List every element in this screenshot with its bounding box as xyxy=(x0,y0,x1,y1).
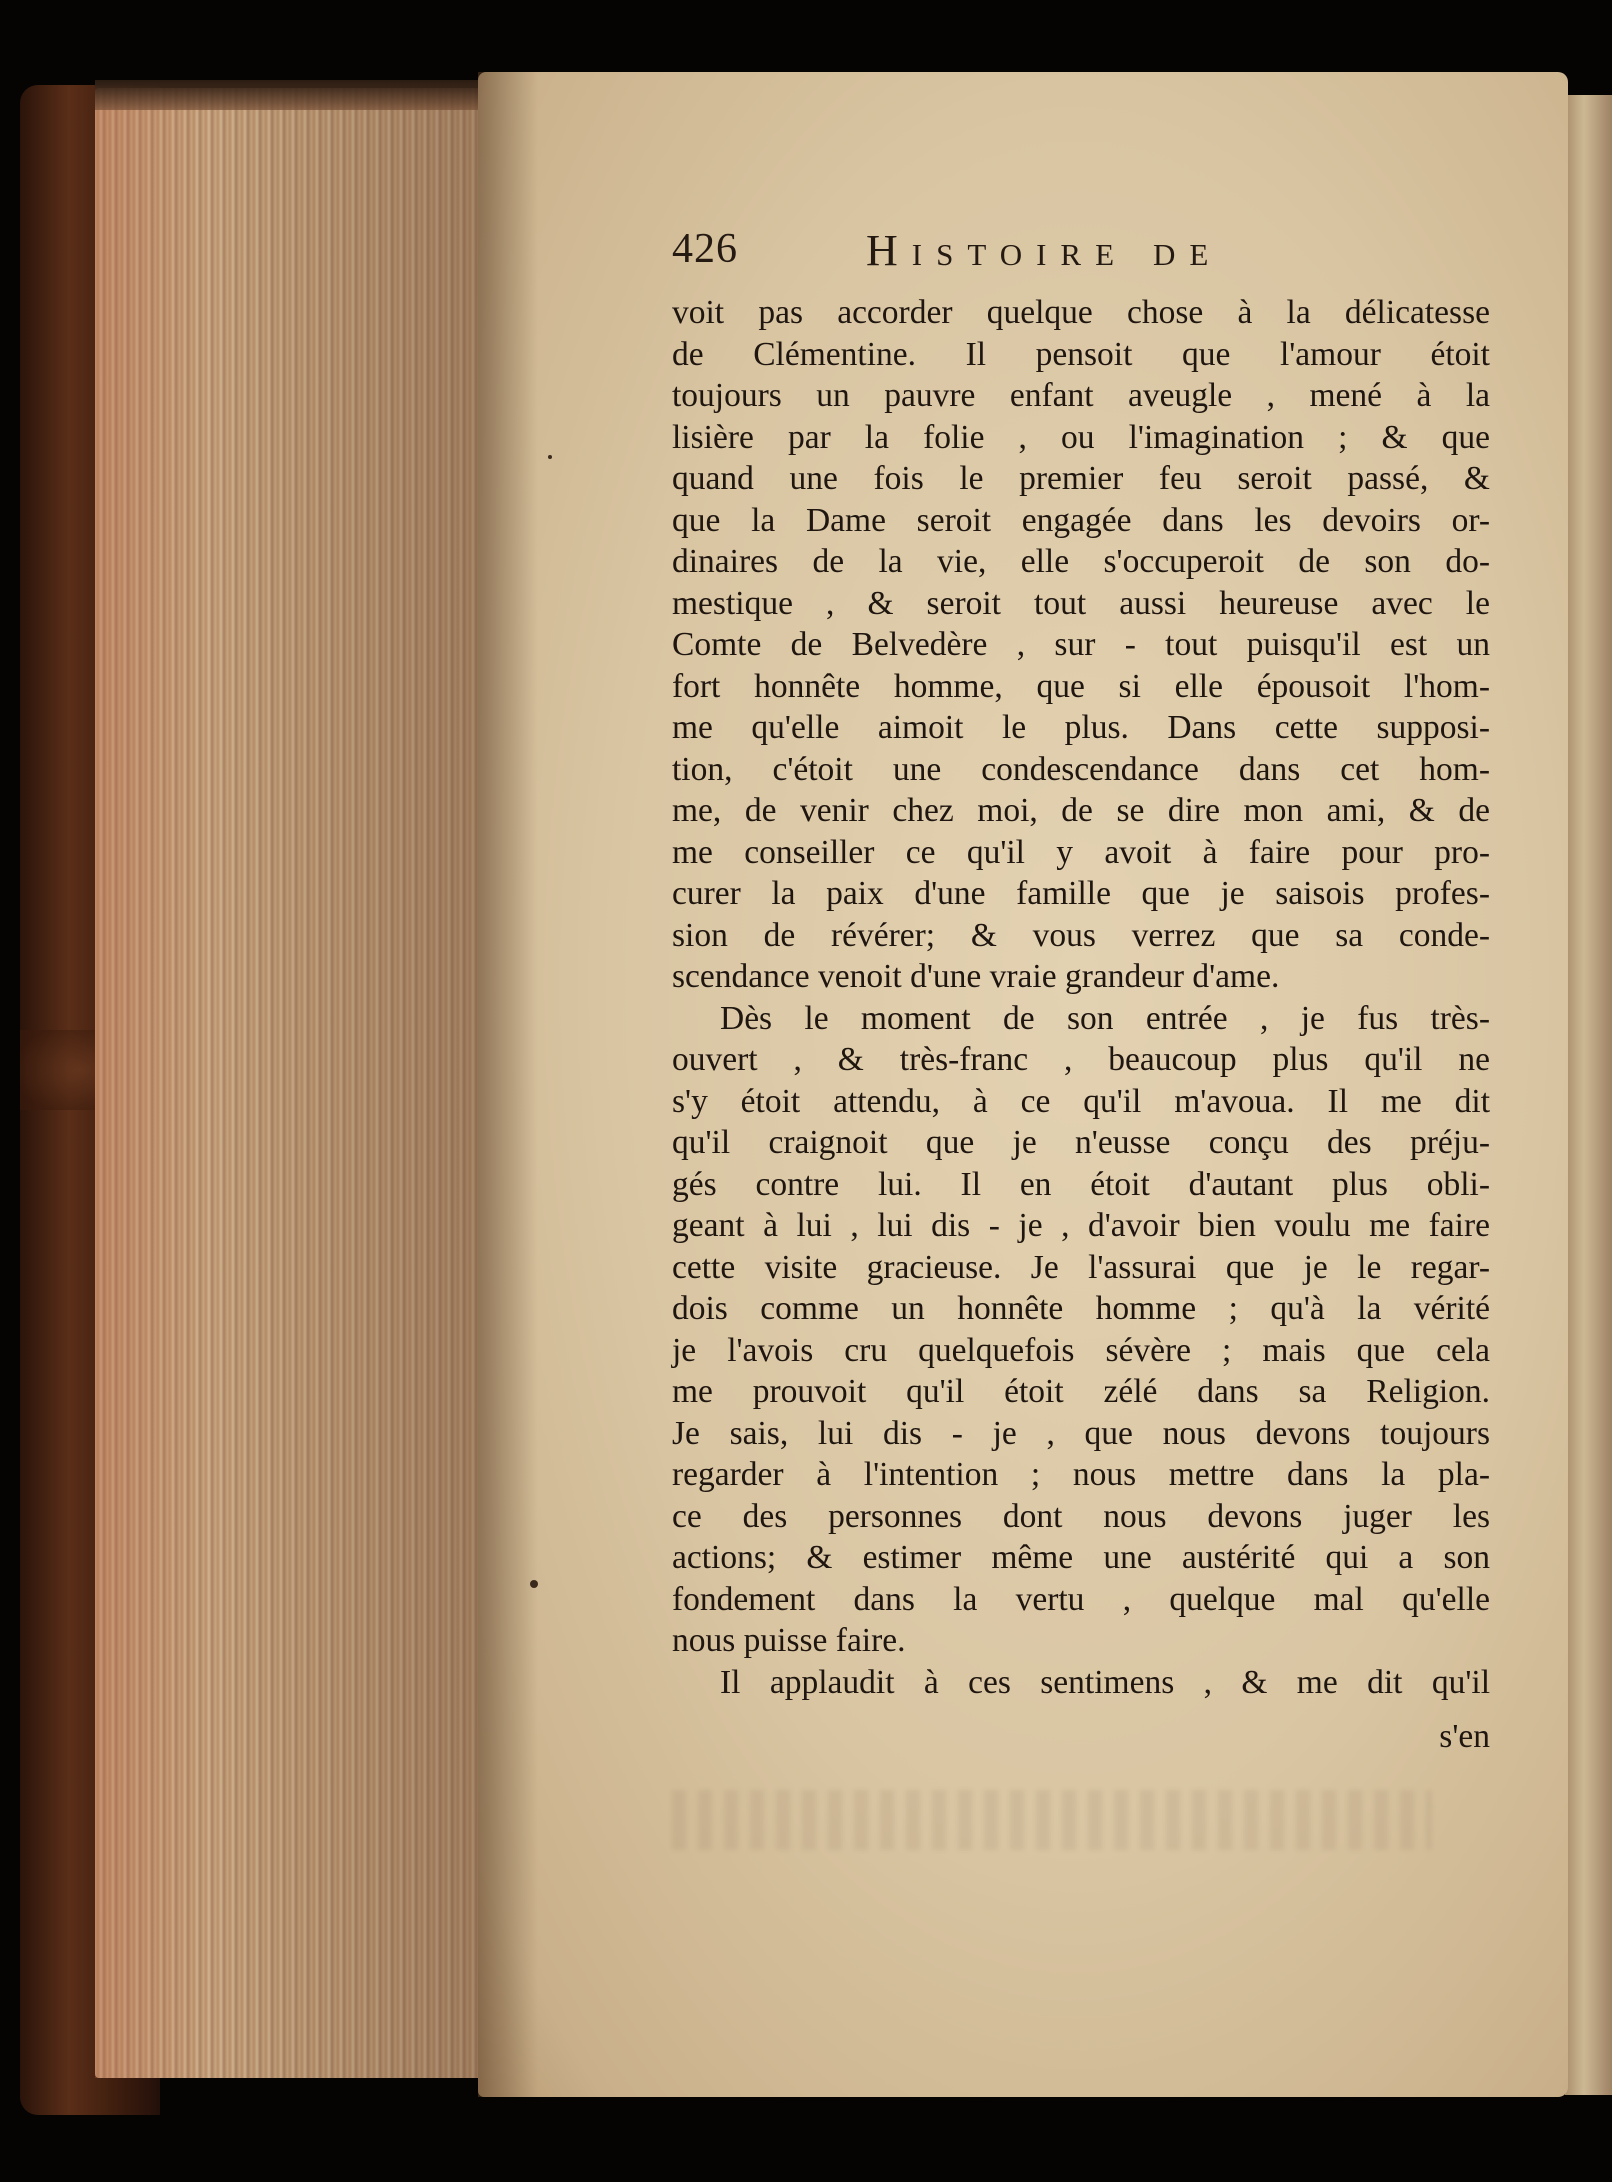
text-line: dois comme un honnête homme ; qu'à la vérité xyxy=(672,1290,1490,1327)
text-line: qu'il craignoit que je n'eusse conçu des préju- xyxy=(672,1124,1490,1161)
gutter-shadow xyxy=(478,72,538,2097)
text-line: ouvert , & très-franc , beaucoup plus qu'il ne xyxy=(672,1041,1490,1078)
text-line: me qu'elle aimoit le plus. Dans cette supposi- xyxy=(672,709,1490,746)
text-line: de Clémentine. Il pensoit que l'amour étoit xyxy=(672,335,1490,373)
text-line: nous puisse faire. xyxy=(672,1622,906,1659)
catchword: s'en xyxy=(1439,1718,1490,1755)
text-line: mestique , & seroit tout aussi heureuse avec le xyxy=(672,584,1490,622)
text-line: me prouvoit qu'il étoit zélé dans sa Religion. xyxy=(672,1373,1490,1410)
facing-page-edge xyxy=(1565,95,1612,2095)
ink-speck xyxy=(530,1580,538,1588)
text-line: ce des personnes dont nous devons juger les xyxy=(672,1497,1490,1535)
text-line: fondement dans la vertu , quelque mal qu'elle xyxy=(672,1580,1490,1618)
page-edges-top xyxy=(95,80,480,110)
text-line: sion de révérer; & vous verrez que sa conde- xyxy=(672,916,1490,954)
text-line: lisière par la folie , ou l'imagination ; & que xyxy=(672,418,1490,456)
page-edges-shade xyxy=(95,88,480,2078)
text-line: curer la paix d'une famille que je saisois profes- xyxy=(672,875,1490,912)
text-line: quand une fois le premier feu seroit passé, & xyxy=(672,460,1490,497)
text-line: que la Dame seroit engagée dans les devoirs or- xyxy=(672,501,1490,539)
text-line: je l'avois cru quelquefois sévère ; mais que cela xyxy=(672,1331,1490,1369)
text-line: Il applaudit à ces sentimens , & me dit qu'il xyxy=(720,1663,1490,1701)
text-line: tion, c'étoit une condescendance dans cet hom- xyxy=(672,750,1490,788)
text-line: gés contre lui. Il en étoit d'autant plus obli- xyxy=(672,1165,1490,1203)
text-line: toujours un pauvre enfant aveugle , mené à la xyxy=(672,377,1490,414)
text-line: actions; & estimer même une austérité qui a son xyxy=(672,1539,1490,1576)
page-header xyxy=(672,225,1492,281)
text-line: Comte de Belvedère , sur - tout puisqu'il est un xyxy=(672,626,1490,663)
text-line: regarder à l'intention ; nous mettre dans la pla- xyxy=(672,1456,1490,1493)
show-through-text xyxy=(672,1790,1432,1850)
text-line: me, de venir chez moi, de se dire mon ami, & de xyxy=(672,792,1490,829)
text-line: me conseiller ce qu'il y avoit à faire pour pro- xyxy=(672,833,1490,871)
text-line: cette visite gracieuse. Je l'assurai que je le regar- xyxy=(672,1248,1490,1286)
text-line: s'y étoit attendu, à ce qu'il m'avoua. Il me dit xyxy=(672,1082,1490,1120)
ink-speck xyxy=(548,455,552,459)
text-line: scendance venoit d'une vraie grandeur d'ame. xyxy=(672,958,1280,995)
page-number: 426 xyxy=(672,226,738,272)
text-line: Dès le moment de son entrée , je fus très- xyxy=(720,999,1490,1037)
text-line: voit pas accorder quelque chose à la délicatesse xyxy=(672,294,1490,331)
text-line: dinaires de la vie, elle s'occuperoit de son do- xyxy=(672,543,1490,580)
text-line: fort honnête homme, que si elle épousoit l'hom- xyxy=(672,667,1490,705)
text-line: geant à lui , lui dis - je , d'avoir bien voulu me faire xyxy=(672,1207,1490,1244)
running-title: Histoire de xyxy=(866,226,1223,275)
text-line: Je sais, lui dis - je , que nous devons toujours xyxy=(672,1414,1490,1452)
body-text xyxy=(672,292,1490,1703)
